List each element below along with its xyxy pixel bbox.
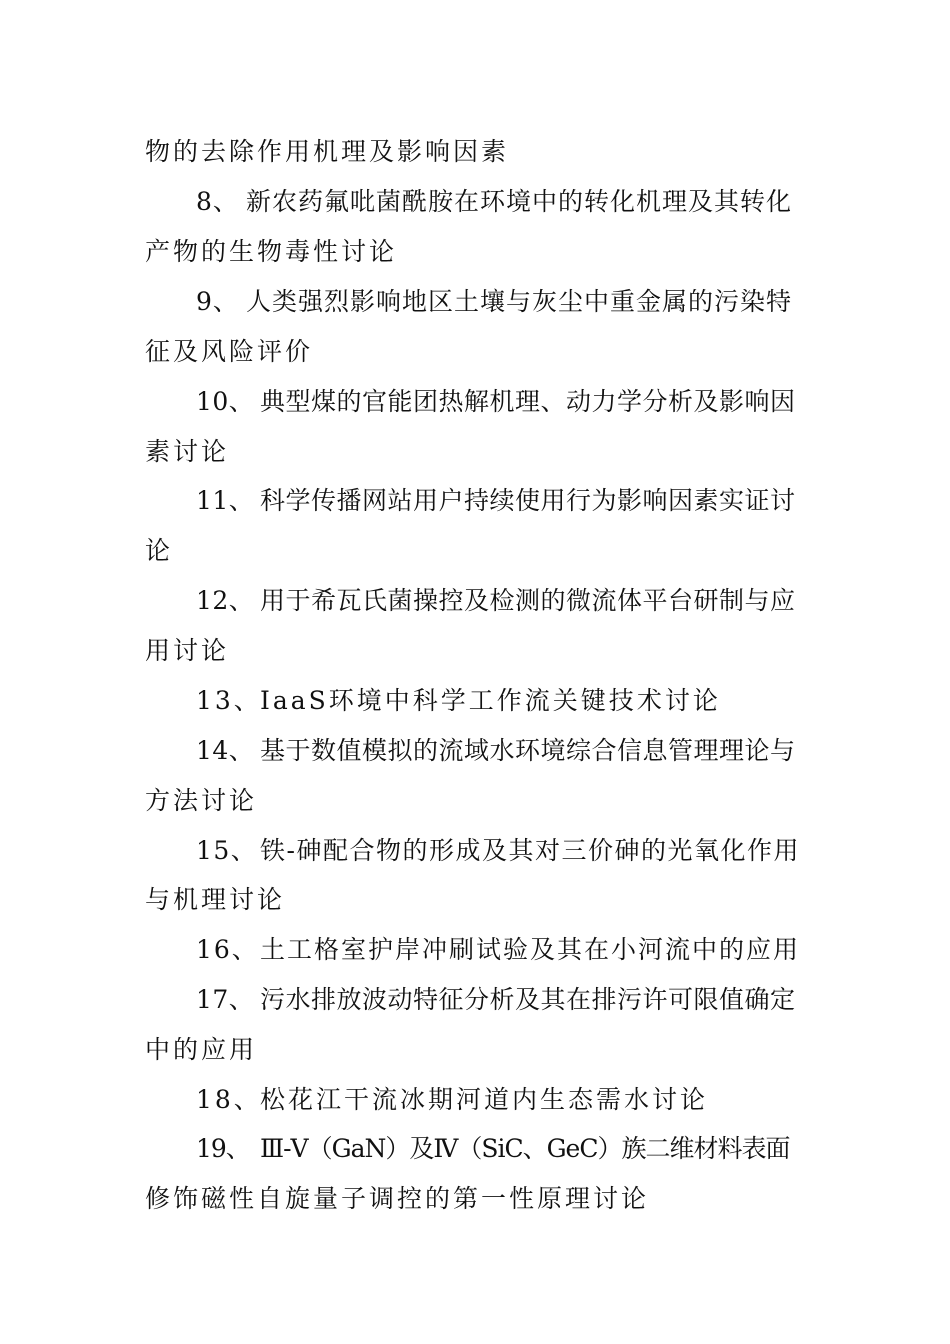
item-number: 12、 bbox=[196, 586, 255, 615]
item-text: 人类强烈影响地区土壤与灰尘中重金属的污染特 bbox=[246, 287, 793, 316]
item-number: 17、 bbox=[196, 985, 255, 1014]
item-text-continuation: 产物的生物毒性讨论 bbox=[145, 237, 398, 266]
item-text: Ⅲ-Ⅴ（GaN）及Ⅳ（SiC、GeC）族二维材料表面 bbox=[260, 1134, 790, 1163]
list-item bbox=[196, 980, 796, 1020]
item-text-continuation: 中的应用 bbox=[145, 1035, 258, 1064]
item-text-continuation: 与机理讨论 bbox=[145, 885, 286, 914]
item-text: 新农药氟吡菌酰胺在环境中的转化机理及其转化 bbox=[246, 187, 793, 216]
item-number: 9、 bbox=[196, 287, 239, 316]
list-item bbox=[196, 1080, 708, 1120]
item-number: 16、 bbox=[196, 935, 259, 964]
item-number: 13、 bbox=[196, 686, 262, 715]
item-text: 污水排放波动特征分析及其在排污许可限值确定 bbox=[260, 985, 796, 1014]
item-text-continuation: 方法讨论 bbox=[145, 786, 258, 815]
list-item bbox=[196, 581, 796, 621]
item-text: 土工格室护岸冲刷试验及其在小河流中的应用 bbox=[260, 935, 801, 964]
list-item bbox=[196, 481, 796, 521]
item-text: IaaS环境中科学工作流关键技术讨论 bbox=[260, 686, 721, 715]
item-text: 典型煤的官能团热解机理、动力学分析及影响因 bbox=[260, 387, 796, 416]
item-text: 用于希瓦氏菌操控及检测的微流体平台研制与应 bbox=[260, 586, 796, 615]
item-number: 18、 bbox=[196, 1085, 262, 1114]
item-number: 10、 bbox=[196, 387, 255, 416]
list-item bbox=[196, 182, 792, 222]
item-text-continuation: 用讨论 bbox=[145, 636, 230, 665]
list-item bbox=[196, 681, 721, 721]
list-item bbox=[196, 930, 800, 970]
item-text-continuation: 征及风险评价 bbox=[145, 337, 314, 366]
item-text: 铁-砷配合物的形成及其对三价砷的光氧化作用 bbox=[260, 836, 800, 865]
item-number: 19、 bbox=[196, 1134, 250, 1163]
list-item bbox=[196, 831, 800, 871]
item-number: 15、 bbox=[196, 836, 258, 865]
item-number: 14、 bbox=[196, 736, 255, 765]
item-text: 松花江干流冰期河道内生态需水讨论 bbox=[260, 1085, 709, 1114]
continuation-text: 物的去除作用机理及影响因素 bbox=[145, 137, 510, 166]
list-item bbox=[196, 382, 796, 422]
list-item bbox=[196, 282, 792, 322]
list-item bbox=[196, 731, 796, 771]
item-text-continuation: 素讨论 bbox=[145, 437, 230, 466]
item-text: 科学传播网站用户持续使用行为影响因素实证讨 bbox=[260, 486, 796, 515]
item-text-continuation: 修饰磁性自旋量子调控的第一性原理讨论 bbox=[145, 1184, 650, 1213]
item-text: 基于数值模拟的流域水环境综合信息管理理论与 bbox=[260, 736, 796, 765]
item-number: 11、 bbox=[196, 486, 255, 515]
item-number: 8、 bbox=[196, 187, 239, 216]
item-text-continuation: 论 bbox=[145, 536, 174, 565]
list-item bbox=[196, 1129, 789, 1169]
